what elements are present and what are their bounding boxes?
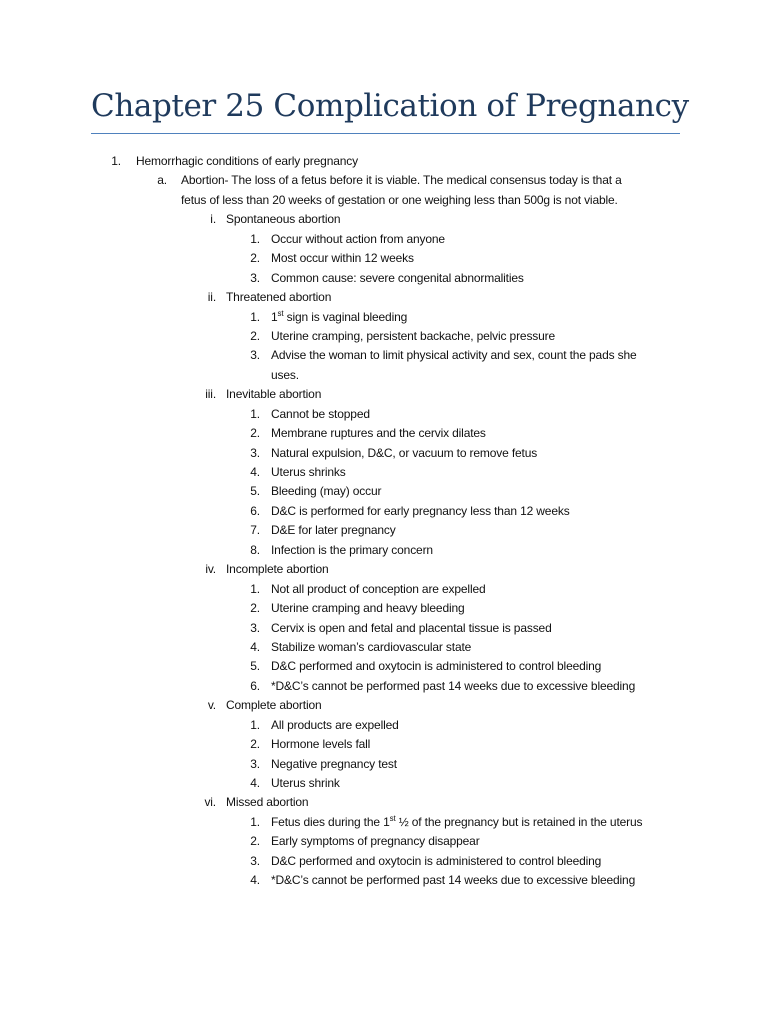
outline-line-level-4	[0, 871, 768, 890]
list-item-text: Occur without action from anyone	[271, 231, 445, 246]
outline-line-level-4	[0, 269, 768, 288]
outline-line-level-4	[0, 521, 768, 540]
list-marker: 6.	[250, 678, 260, 693]
list-marker: 7.	[250, 523, 260, 538]
list-marker: a.	[157, 173, 167, 188]
outline-line-level-4	[0, 424, 768, 443]
list-marker: 3.	[250, 620, 260, 635]
outline-line-level-4	[0, 755, 768, 774]
list-marker: vi.	[204, 795, 216, 810]
ordinal-superscript: st	[389, 813, 396, 823]
list-item-text: Spontaneous abortion	[226, 212, 341, 227]
list-marker: ii.	[207, 290, 216, 305]
outline-line-level-3	[0, 696, 768, 715]
list-marker: 2.	[250, 601, 260, 616]
outline-line-level-4	[0, 502, 768, 521]
list-marker: 1.	[250, 309, 260, 324]
list-marker: 2.	[250, 426, 260, 441]
outline-line-level-4	[0, 580, 768, 599]
outline-list	[0, 152, 768, 891]
outline-line-level-4	[0, 852, 768, 871]
list-item-text: Missed abortion	[226, 795, 309, 810]
list-item-text: Natural expulsion, D&C, or vacuum to remove fetus	[271, 445, 538, 460]
list-marker: 5.	[250, 484, 260, 499]
list-item-text: Advise the woman to limit physical activity and sex, count the pads she	[271, 348, 637, 363]
text-part: sign is vaginal bleeding	[283, 309, 408, 324]
list-item-text: D&C performed and oxytocin is administered to control bleeding	[271, 853, 602, 868]
list-marker: v.	[207, 698, 216, 713]
list-marker: 8.	[250, 542, 260, 557]
outline-line-level-2	[0, 171, 768, 190]
list-marker: 3.	[250, 756, 260, 771]
outline-line-level-4	[0, 619, 768, 638]
outline-line-level-4	[0, 482, 768, 501]
list-marker: 5.	[250, 659, 260, 674]
outline-line-level-4	[0, 230, 768, 249]
outline-line-level-4	[0, 735, 768, 754]
outline-line-level-3	[0, 560, 768, 579]
list-item-text: Most occur within 12 weeks	[271, 251, 414, 266]
list-marker: 1.	[250, 814, 260, 829]
outline-line-level-3	[0, 385, 768, 404]
list-item-text: Early symptoms of pregnancy disappear	[271, 834, 480, 849]
outline-line-level-4	[0, 813, 768, 832]
list-marker: 4.	[250, 465, 260, 479]
list-item-text-continuation: uses.	[271, 367, 299, 382]
title-underline	[91, 133, 680, 134]
text-part: 1	[271, 309, 278, 324]
list-item-text: Common cause: severe congenital abnormalities	[271, 270, 524, 285]
outline-line-level-4	[0, 599, 768, 618]
list-item-text: Membrane ruptures and the cervix dilates	[271, 426, 486, 441]
outline-line-level-1	[0, 152, 768, 171]
list-marker: 1.	[111, 154, 121, 168]
list-marker: 4.	[250, 776, 260, 790]
list-item-text: Uterus shrink	[271, 776, 340, 790]
list-item-text: Uterus shrinks	[271, 465, 346, 479]
outline-line-level-4	[0, 638, 768, 657]
list-marker: 1.	[250, 717, 260, 732]
list-item-text: D&C performed and oxytocin is administered to control bleeding	[271, 659, 602, 674]
ordinal-superscript: st	[277, 308, 284, 318]
text-part: ½ of the pregnancy but is retained in the uterus	[395, 814, 643, 829]
list-marker: 4.	[250, 639, 260, 654]
outline-line-level-4	[0, 327, 768, 346]
outline-line-level-4	[0, 463, 768, 482]
list-marker: 3.	[250, 445, 260, 460]
list-item-text: Stabilize woman’s cardiovascular state	[271, 639, 472, 654]
list-item-text	[271, 308, 407, 327]
outline-line-level-3	[0, 210, 768, 229]
outline-line-continuation	[0, 366, 768, 385]
list-marker: 4.	[250, 873, 260, 888]
page-title: Chapter 25 Complication of Pregnancy	[91, 88, 689, 124]
list-marker: 2.	[250, 328, 260, 343]
outline-line-level-4	[0, 677, 768, 696]
list-item-text: Hormone levels fall	[271, 737, 371, 752]
outline-line-continuation	[0, 191, 768, 210]
list-marker: 3.	[250, 853, 260, 868]
outline-line-level-3	[0, 793, 768, 812]
outline-line-level-4	[0, 657, 768, 676]
list-marker: 3.	[250, 348, 260, 363]
list-item-text: Threatened abortion	[226, 290, 332, 305]
list-marker: 2.	[250, 737, 260, 752]
list-item-text-continuation: fetus of less than 20 weeks of gestation or one weighing less than 500g is not viable.	[181, 192, 618, 207]
outline-line-level-4	[0, 308, 768, 327]
outline-line-level-4	[0, 405, 768, 424]
list-marker: 3.	[250, 270, 260, 285]
outline-line-level-4	[0, 832, 768, 851]
list-marker: i.	[210, 212, 216, 227]
list-item-text: Not all product of conception are expelled	[271, 581, 486, 596]
list-item-text: Incomplete abortion	[226, 562, 329, 577]
outline-line-level-4	[0, 774, 768, 793]
list-item-text: Infection is the primary concern	[271, 542, 433, 557]
list-marker: 2.	[250, 834, 260, 849]
list-item-text: Uterine cramping and heavy bleeding	[271, 601, 465, 616]
list-marker: 1.	[250, 406, 260, 421]
list-marker: 1.	[250, 581, 260, 596]
list-item-text: *D&C’s cannot be performed past 14 weeks due to excessive bleeding	[271, 873, 636, 888]
list-item-text: Inevitable abortion	[226, 387, 322, 402]
list-item-text: All products are expelled	[271, 717, 399, 732]
list-item-text: Cervix is open and fetal and placental tissue is passed	[271, 620, 552, 635]
list-item-text: D&C is performed for early pregnancy less than 12 weeks	[271, 503, 570, 518]
outline-line-level-4	[0, 249, 768, 268]
list-item-text: Abortion- The loss of a fetus before it is viable. The medical consensus today is that a	[181, 173, 622, 188]
list-item-text: D&E for later pregnancy	[271, 523, 396, 538]
list-marker: 2.	[250, 251, 260, 266]
outline-line-level-4	[0, 444, 768, 463]
list-marker: 6.	[250, 503, 260, 518]
text-part: Fetus dies during the 1	[271, 814, 390, 829]
outline-line-level-4	[0, 541, 768, 560]
list-item-text	[271, 813, 642, 832]
list-item-text: Cannot be stopped	[271, 406, 370, 421]
outline-line-level-4	[0, 716, 768, 735]
list-item-text: *D&C’s cannot be performed past 14 weeks due to excessive bleeding	[271, 678, 636, 693]
list-item-text: Hemorrhagic conditions of early pregnancy	[136, 154, 358, 168]
outline-line-level-4	[0, 346, 768, 365]
list-marker: iii.	[205, 387, 216, 402]
list-item-text: Negative pregnancy test	[271, 756, 397, 771]
list-item-text: Bleeding (may) occur	[271, 484, 382, 499]
list-item-text: Complete abortion	[226, 698, 322, 713]
list-item-text: Uterine cramping, persistent backache, pelvic pressure	[271, 328, 556, 343]
list-marker: iv.	[205, 562, 216, 577]
outline-line-level-3	[0, 288, 768, 307]
list-marker: 1.	[250, 231, 260, 246]
